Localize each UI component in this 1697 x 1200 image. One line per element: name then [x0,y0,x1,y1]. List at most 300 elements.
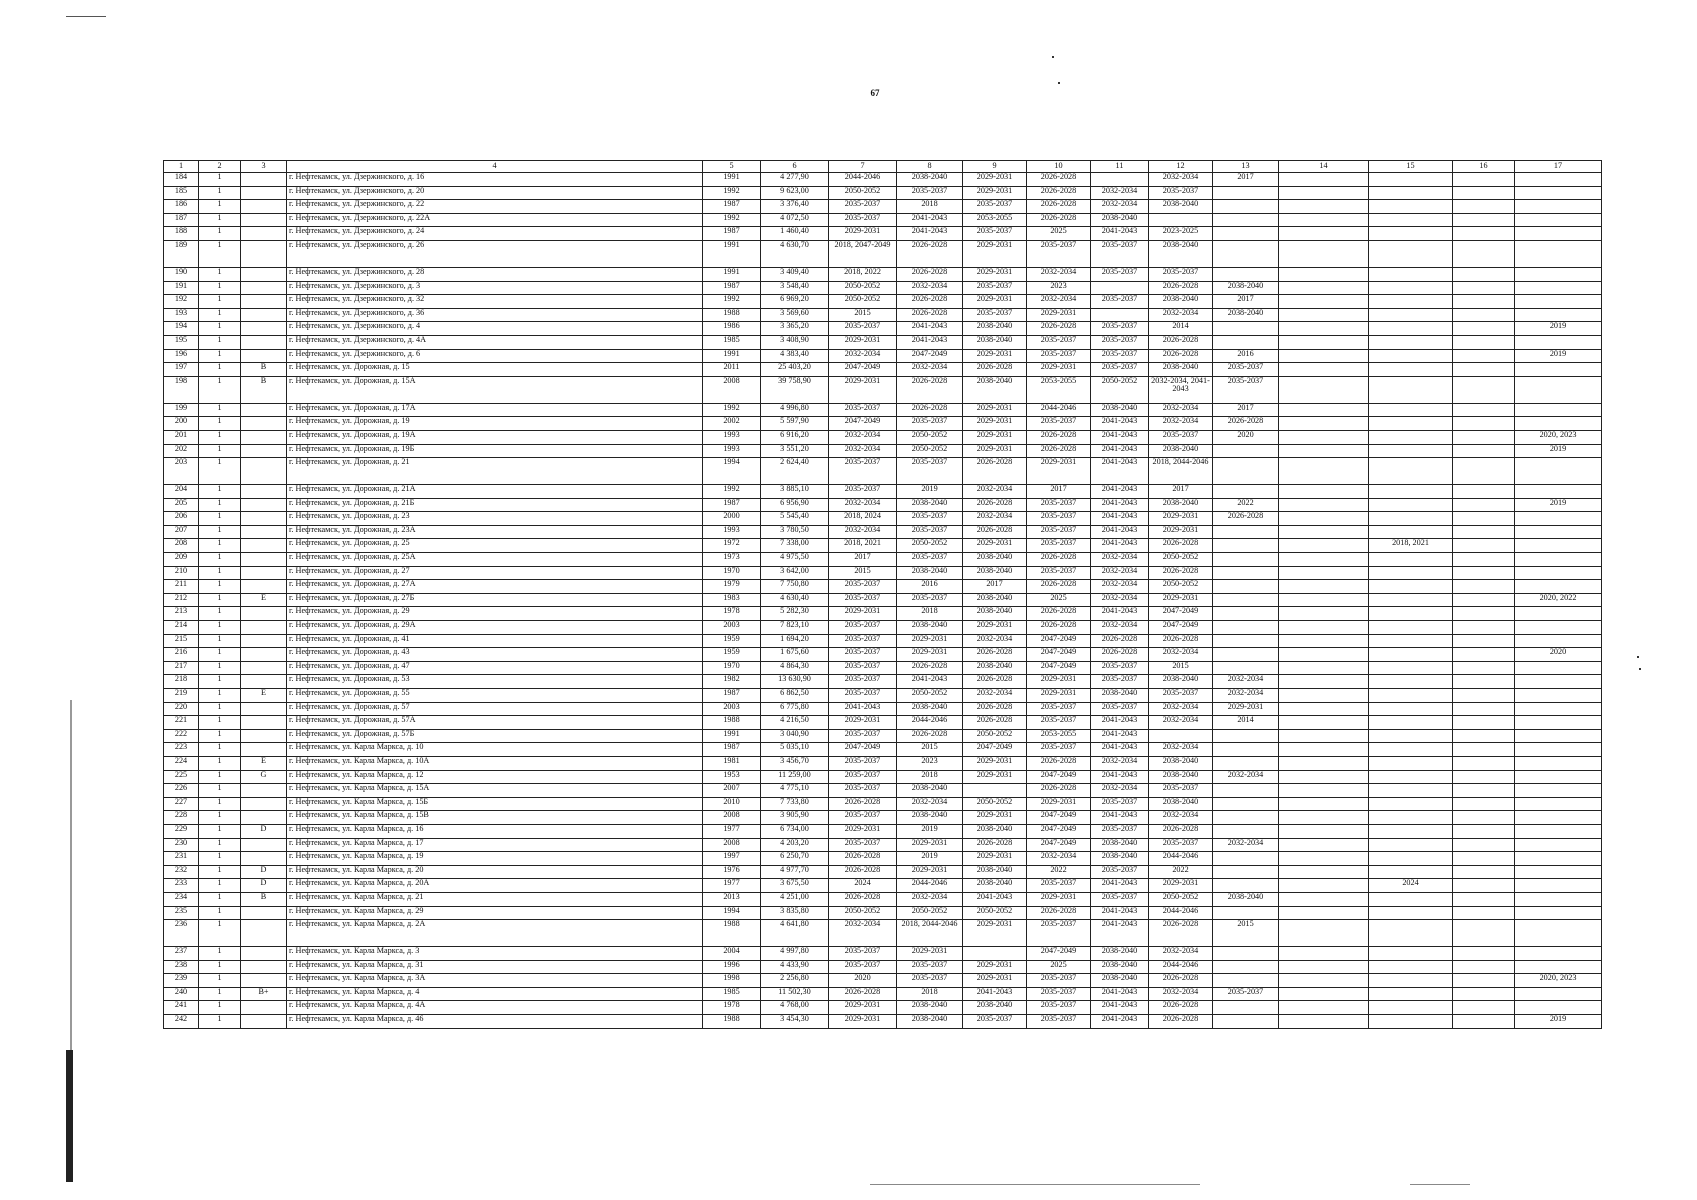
table-row [164,770,1602,784]
cell-address: г. Нефтекамск, ул. Карла Маркса, д. 16 [287,824,703,838]
cell-col-2: 1 [199,525,241,539]
cell-col-10: 2022 [1027,865,1091,879]
cell-year-built: 2002 [703,417,761,431]
cell-col-8: 2019 [897,824,963,838]
cell-col-9: 2038-2040 [963,661,1027,675]
cell-col-7: 2035-2037 [829,784,897,798]
cell-col-17 [1515,811,1602,825]
cell-area: 4 277,90 [761,173,829,187]
table-row [164,879,1602,893]
cell-col-17 [1515,702,1602,716]
cell-col-10: 2026-2028 [1027,213,1091,227]
cell-col-13: 2017 [1213,295,1279,309]
cell-col-8: 2026-2028 [897,403,963,417]
cell-col-8: 2015 [897,743,963,757]
table-body [164,173,1602,1029]
cell-col-10: 2026-2028 [1027,186,1091,200]
cell-area: 39 758,90 [761,376,829,403]
cell-col-11: 2032-2034 [1091,553,1149,567]
cell-col-2: 1 [199,376,241,403]
cell-address: г. Нефтекамск, ул. Дорожная, д. 47 [287,661,703,675]
table-row [164,838,1602,852]
table-row [164,281,1602,295]
cell-row-number: 202 [164,444,199,458]
cell-col-3 [241,661,287,675]
cell-col-11: 2032-2034 [1091,186,1149,200]
cell-col-16 [1453,267,1515,281]
cell-col-9: 2026-2028 [963,498,1027,512]
cell-col-2: 1 [199,308,241,322]
table-row [164,227,1602,241]
column-header-5: 5 [703,161,761,173]
cell-col-17 [1515,485,1602,499]
cell-col-16 [1453,947,1515,961]
cell-col-10: 2035-2037 [1027,716,1091,730]
table-row [164,974,1602,988]
table-row [164,295,1602,309]
table-row [164,743,1602,757]
cell-area: 4 216,50 [761,716,829,730]
cell-col-17 [1515,308,1602,322]
cell-row-number: 185 [164,186,199,200]
cell-col-10: 2047-2049 [1027,947,1091,961]
cell-area: 1 460,40 [761,227,829,241]
cell-col-7: 2050-2052 [829,281,897,295]
cell-col-11: 2035-2037 [1091,797,1149,811]
cell-col-3 [241,458,287,485]
cell-col-14 [1279,838,1369,852]
cell-address: г. Нефтекамск, ул. Дорожная, д. 27А [287,580,703,594]
column-header-9: 9 [963,161,1027,173]
cell-col-12: 2038-2040 [1149,498,1213,512]
cell-row-number: 211 [164,580,199,594]
cell-col-13: 2015 [1213,920,1279,947]
cell-col-10: 2047-2049 [1027,661,1091,675]
cell-col-15 [1369,335,1453,349]
cell-col-11 [1091,308,1149,322]
cell-area: 9 623,00 [761,186,829,200]
cell-col-3 [241,173,287,187]
cell-year-built: 1959 [703,634,761,648]
cell-col-13 [1213,1015,1279,1029]
cell-area: 1 675,60 [761,648,829,662]
cell-col-13 [1213,553,1279,567]
cell-area: 3 040,90 [761,729,829,743]
cell-col-2: 1 [199,743,241,757]
cell-col-15 [1369,1001,1453,1015]
cell-col-16 [1453,553,1515,567]
cell-col-16 [1453,200,1515,214]
cell-col-16 [1453,607,1515,621]
cell-row-number: 191 [164,281,199,295]
cell-col-12: 2044-2046 [1149,852,1213,866]
cell-area: 4 864,30 [761,661,829,675]
cell-col-15 [1369,498,1453,512]
cell-col-7: 2029-2031 [829,1001,897,1015]
cell-address: г. Нефтекамск, ул. Дорожная, д. 29 [287,607,703,621]
cell-col-7: 2018, 2047-2049 [829,240,897,267]
cell-col-13: 2035-2037 [1213,363,1279,377]
cell-col-12: 2026-2028 [1149,539,1213,553]
cell-col-11: 2026-2028 [1091,634,1149,648]
cell-col-16 [1453,702,1515,716]
cell-year-built: 1977 [703,824,761,838]
cell-col-15: 2018, 2021 [1369,539,1453,553]
cell-col-14 [1279,702,1369,716]
cell-col-8: 2035-2037 [897,960,963,974]
cell-col-17 [1515,335,1602,349]
cell-col-16 [1453,295,1515,309]
cell-col-10: 2032-2034 [1027,295,1091,309]
cell-col-13 [1213,335,1279,349]
cell-col-2: 1 [199,906,241,920]
cell-address: г. Нефтекамск, ул. Дзержинского, д. 20 [287,186,703,200]
cell-address: г. Нефтекамск, ул. Дорожная, д. 55 [287,689,703,703]
scan-mark [66,16,106,17]
cell-col-11: 2026-2028 [1091,648,1149,662]
cell-col-2: 1 [199,295,241,309]
cell-col-12: 2035-2037 [1149,838,1213,852]
cell-col-17 [1515,173,1602,187]
cell-col-14 [1279,335,1369,349]
cell-col-12: 2038-2040 [1149,797,1213,811]
cell-col-14 [1279,879,1369,893]
cell-col-7: 2047-2049 [829,417,897,431]
cell-address: г. Нефтекамск, ул. Карла Маркса, д. 17 [287,838,703,852]
cell-col-10: 2026-2028 [1027,607,1091,621]
cell-col-13 [1213,566,1279,580]
cell-col-12: 2026-2028 [1149,974,1213,988]
cell-col-16 [1453,458,1515,485]
cell-col-7: 2029-2031 [829,376,897,403]
cell-col-12: 2032-2034 [1149,308,1213,322]
cell-col-3: Е [241,689,287,703]
cell-col-12: 2015 [1149,661,1213,675]
cell-col-12: 2035-2037 [1149,430,1213,444]
cell-col-9: 2029-2031 [963,403,1027,417]
cell-row-number: 225 [164,770,199,784]
table-row [164,607,1602,621]
cell-col-11: 2041-2043 [1091,539,1149,553]
cell-area: 4 977,70 [761,865,829,879]
cell-col-10: 2035-2037 [1027,1015,1091,1029]
cell-area: 3 456,70 [761,756,829,770]
table-row [164,852,1602,866]
cell-col-3 [241,784,287,798]
cell-col-15 [1369,213,1453,227]
cell-row-number: 209 [164,553,199,567]
cell-col-2: 1 [199,960,241,974]
cell-col-9: 2050-2052 [963,729,1027,743]
cell-area: 25 403,20 [761,363,829,377]
cell-col-13 [1213,756,1279,770]
cell-col-11: 2035-2037 [1091,363,1149,377]
cell-col-9: 2032-2034 [963,689,1027,703]
cell-col-2: 1 [199,879,241,893]
cell-col-16 [1453,485,1515,499]
cell-col-12: 2026-2028 [1149,349,1213,363]
cell-col-16 [1453,417,1515,431]
cell-col-16 [1453,281,1515,295]
cell-col-9: 2029-2031 [963,444,1027,458]
cell-col-13 [1213,227,1279,241]
cell-col-3 [241,525,287,539]
cell-col-13 [1213,852,1279,866]
cell-col-8: 2035-2037 [897,553,963,567]
cell-col-3 [241,553,287,567]
cell-col-8: 2038-2040 [897,621,963,635]
cell-address: г. Нефтекамск, ул. Карла Маркса, д. 2А [287,920,703,947]
cell-row-number: 228 [164,811,199,825]
cell-col-15 [1369,403,1453,417]
cell-row-number: 198 [164,376,199,403]
cell-col-16 [1453,227,1515,241]
cell-col-8: 2018, 2044-2046 [897,920,963,947]
cell-col-3: В [241,892,287,906]
cell-col-7: 2024 [829,879,897,893]
cell-year-built: 1983 [703,593,761,607]
cell-col-2: 1 [199,838,241,852]
cell-col-12: 2032-2034 [1149,702,1213,716]
cell-address: г. Нефтекамск, ул. Карла Маркса, д. 20А [287,879,703,893]
cell-col-8: 2026-2028 [897,729,963,743]
cell-col-3 [241,417,287,431]
cell-row-number: 210 [164,566,199,580]
cell-area: 1 694,20 [761,634,829,648]
cell-col-7: 2015 [829,308,897,322]
column-header-7: 7 [829,161,897,173]
cell-col-12: 2032-2034 [1149,947,1213,961]
cell-col-13 [1213,539,1279,553]
table-row [164,403,1602,417]
scan-mark [870,1184,1200,1185]
cell-col-17 [1515,200,1602,214]
cell-col-12: 2017 [1149,485,1213,499]
cell-col-7: 2035-2037 [829,580,897,594]
cell-col-13 [1213,322,1279,336]
cell-col-16 [1453,879,1515,893]
cell-col-10: 2026-2028 [1027,444,1091,458]
cell-col-17 [1515,960,1602,974]
cell-col-17 [1515,281,1602,295]
cell-year-built: 1988 [703,716,761,730]
cell-address: г. Нефтекамск, ул. Дзержинского, д. 22А [287,213,703,227]
cell-col-9: 2053-2055 [963,213,1027,227]
table-row [164,634,1602,648]
cell-col-12: 2014 [1149,322,1213,336]
cell-col-17 [1515,784,1602,798]
cell-col-15 [1369,281,1453,295]
cell-col-16 [1453,634,1515,648]
table-row [164,675,1602,689]
cell-col-9: 2038-2040 [963,1001,1027,1015]
cell-col-8: 2029-2031 [897,865,963,879]
cell-address: г. Нефтекамск, ул. Дзержинского, д. 16 [287,173,703,187]
cell-col-13 [1213,213,1279,227]
cell-col-9: 2038-2040 [963,879,1027,893]
cell-address: г. Нефтекамск, ул. Карла Маркса, д. 3А [287,974,703,988]
cell-col-16 [1453,240,1515,267]
cell-col-13 [1213,974,1279,988]
cell-col-14 [1279,281,1369,295]
cell-year-built: 1981 [703,756,761,770]
cell-area: 3 885,10 [761,485,829,499]
cell-col-17 [1515,403,1602,417]
cell-col-12: 2026-2028 [1149,920,1213,947]
cell-col-7: 2035-2037 [829,675,897,689]
cell-col-14 [1279,213,1369,227]
cell-col-17 [1515,716,1602,730]
cell-area: 3 551,20 [761,444,829,458]
cell-col-11: 2035-2037 [1091,349,1149,363]
cell-col-17 [1515,852,1602,866]
cell-year-built: 1992 [703,213,761,227]
cell-year-built: 2008 [703,838,761,852]
cell-address: г. Нефтекамск, ул. Дзержинского, д. 22 [287,200,703,214]
cell-col-10: 2053-2055 [1027,729,1091,743]
cell-col-13: 2038-2040 [1213,308,1279,322]
table-row [164,621,1602,635]
cell-col-14 [1279,512,1369,526]
cell-col-8: 2026-2028 [897,240,963,267]
cell-col-13: 2020 [1213,430,1279,444]
cell-col-15 [1369,784,1453,798]
cell-col-11 [1091,281,1149,295]
cell-col-17 [1515,363,1602,377]
cell-col-9: 2035-2037 [963,281,1027,295]
cell-col-9: 2029-2031 [963,852,1027,866]
cell-col-3 [241,675,287,689]
cell-col-8: 2038-2040 [897,811,963,825]
cell-address: г. Нефтекамск, ул. Дорожная, д. 25А [287,553,703,567]
cell-col-2: 1 [199,770,241,784]
cell-col-7: 2026-2028 [829,852,897,866]
cell-col-3: Е [241,593,287,607]
cell-col-14 [1279,593,1369,607]
cell-col-8: 2041-2043 [897,213,963,227]
cell-col-17 [1515,186,1602,200]
cell-year-built: 1972 [703,539,761,553]
cell-col-8: 2016 [897,580,963,594]
cell-col-15 [1369,553,1453,567]
cell-year-built: 1998 [703,974,761,988]
cell-col-11: 2041-2043 [1091,485,1149,499]
cell-col-7: 2018, 2021 [829,539,897,553]
cell-col-10: 2035-2037 [1027,498,1091,512]
cell-row-number: 220 [164,702,199,716]
cell-col-15 [1369,824,1453,838]
cell-row-number: 224 [164,756,199,770]
cell-col-2: 1 [199,240,241,267]
cell-col-10: 2032-2034 [1027,852,1091,866]
cell-col-7: 2018, 2024 [829,512,897,526]
cell-col-11: 2041-2043 [1091,920,1149,947]
cell-col-7: 2026-2028 [829,797,897,811]
cell-col-12: 2026-2028 [1149,824,1213,838]
cell-col-11: 2041-2043 [1091,906,1149,920]
cell-col-10: 2026-2028 [1027,322,1091,336]
cell-col-14 [1279,987,1369,1001]
cell-col-7: 2035-2037 [829,689,897,703]
cell-col-14 [1279,553,1369,567]
cell-address: г. Нефтекамск, ул. Карла Маркса, д. 19 [287,852,703,866]
cell-col-11: 2041-2043 [1091,879,1149,893]
cell-col-11: 2038-2040 [1091,689,1149,703]
cell-col-11: 2035-2037 [1091,702,1149,716]
cell-col-13: 2029-2031 [1213,702,1279,716]
cell-col-8: 2041-2043 [897,322,963,336]
cell-col-17 [1515,539,1602,553]
cell-col-11: 2041-2043 [1091,525,1149,539]
cell-col-9: 2026-2028 [963,675,1027,689]
cell-col-12: 2047-2049 [1149,607,1213,621]
cell-col-14 [1279,430,1369,444]
cell-col-3 [241,838,287,852]
table-row [164,335,1602,349]
cell-col-16 [1453,906,1515,920]
cell-col-14 [1279,824,1369,838]
cell-col-2: 1 [199,444,241,458]
cell-year-built: 1987 [703,498,761,512]
cell-col-2: 1 [199,811,241,825]
cell-col-15 [1369,525,1453,539]
cell-address: г. Нефтекамск, ул. Карла Маркса, д. 15А [287,784,703,798]
cell-address: г. Нефтекамск, ул. Дзержинского, д. 4 [287,322,703,336]
cell-col-17 [1515,892,1602,906]
cell-col-7: 2015 [829,566,897,580]
table-row [164,906,1602,920]
cell-col-8: 2032-2034 [897,281,963,295]
cell-col-14 [1279,621,1369,635]
cell-col-10: 2029-2031 [1027,892,1091,906]
cell-col-14 [1279,566,1369,580]
cell-row-number: 238 [164,960,199,974]
cell-col-14 [1279,634,1369,648]
cell-col-11: 2041-2043 [1091,417,1149,431]
cell-col-3 [241,566,287,580]
cell-col-12: 2032-2034 [1149,743,1213,757]
table-row [164,553,1602,567]
cell-year-built: 1970 [703,661,761,675]
cell-col-13: 2032-2034 [1213,689,1279,703]
cell-col-14 [1279,444,1369,458]
cell-col-15 [1369,648,1453,662]
cell-col-11: 2038-2040 [1091,852,1149,866]
cell-col-15 [1369,186,1453,200]
cell-col-7: 2026-2028 [829,865,897,879]
cell-row-number: 239 [164,974,199,988]
cell-col-2: 1 [199,974,241,988]
cell-col-11: 2032-2034 [1091,593,1149,607]
cell-year-built: 1987 [703,200,761,214]
table-row [164,485,1602,499]
cell-address: г. Нефтекамск, ул. Карла Маркса, д. 10А [287,756,703,770]
cell-col-16 [1453,784,1515,798]
cell-year-built: 2008 [703,376,761,403]
cell-col-14 [1279,689,1369,703]
table-row [164,200,1602,214]
cell-col-15 [1369,770,1453,784]
cell-address: г. Нефтекамск, ул. Дорожная, д. 15 [287,363,703,377]
cell-col-2: 1 [199,702,241,716]
cell-col-7: 2050-2052 [829,186,897,200]
cell-col-16 [1453,580,1515,594]
cell-year-built: 1978 [703,1001,761,1015]
cell-col-13: 2022 [1213,498,1279,512]
cell-row-number: 237 [164,947,199,961]
cell-col-17 [1515,770,1602,784]
cell-row-number: 226 [164,784,199,798]
